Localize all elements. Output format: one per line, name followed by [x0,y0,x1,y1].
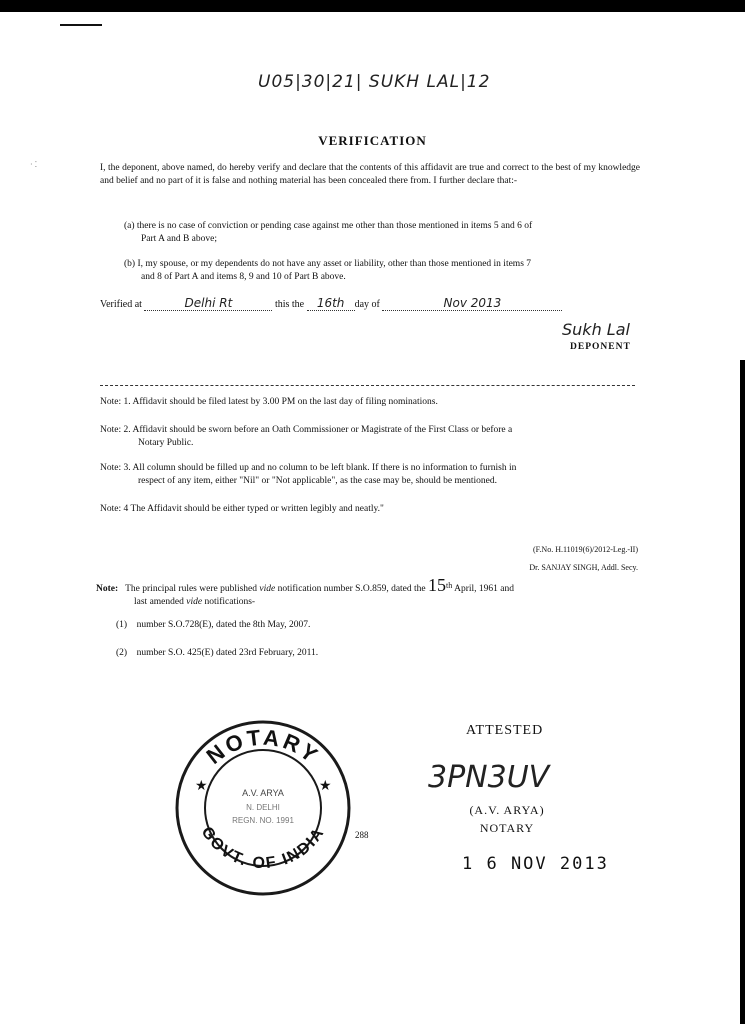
clause-b-marker: (b) [124,259,136,269]
page-title: VERIFICATION [318,133,427,148]
attested-label: ATTESTED [466,723,544,738]
pub-day-sup: th [446,581,453,590]
notary-name: (A.V. ARYA) [469,803,545,817]
note-2-text-cont: Notary Public. [138,437,194,448]
file-number: (F.No. H.11019(6)/2012-Leg.-II) [532,545,638,554]
file-reference [500,541,638,577]
seal-center-line-1: A.V. ARYA [242,788,284,798]
scan-specks: · ⁚ [30,160,38,169]
note-3-text-cont: respect of any item, either "Nil" or "Not applicable", as the case may be, should be mentioned. [138,475,497,486]
pub-vide-2: vide [186,597,203,607]
note-4-label: Note: 4 [100,504,129,514]
right-border-bar [740,360,745,1024]
verified-day: 16th [316,296,345,310]
clause-a-marker: (a) [124,221,135,231]
note-1-text: Affidavit should be filed latest by 3.00 PM on the last day of filing nominations. [132,397,438,407]
signatory: Dr. SANJAY SINGH, Addl. Secy. [529,563,638,572]
declaration-paragraph: I, the deponent, above named, do hereby verify and declare that the contents of this affidavit are true and correct to the best of my knowledge and belief and no part of it is false and nothing material has been concealed there from. I further declare that:- [100,163,640,186]
amendment-1-marker: (1) [116,620,128,630]
note-3-label: Note: 3. [100,463,131,473]
verified-middle: this the [274,299,305,310]
deponent-signature: Sukh Lal [562,320,630,339]
handwritten-reference: U05|30|21| SUKH LAL|12 [258,72,491,92]
pub-vide-1: vide [259,584,276,594]
amendment-1 [116,620,310,630]
notary-signature: 3PN3UV [428,760,550,795]
note-1 [100,396,640,409]
clause-a-line2: Part A and B above; [141,233,217,244]
amendment-1-text: number S.O.728(E), dated the 8th May, 2007. [136,620,311,630]
note-2-text: Affidavit should be sworn before an Oath Commissioner or Magistrate of the First Class or before a [132,425,513,435]
pub-text-mid: notification number S.O.859, dated the [277,584,426,594]
note-4-text: The Affidavit should be either typed or written legibly and neatly." [130,504,384,514]
notary-role: NOTARY [479,821,535,835]
amendment-2 [116,648,318,658]
verified-month-year: Nov 2013 [443,296,502,310]
publication-note-label: Note: [96,584,119,594]
pub-line2-before: last amended [134,597,184,607]
seal-bottom-text: GOVT. OF INDIA [197,823,329,873]
seal-star-left-icon: ★ [195,779,208,794]
verified-place: Delhi Rt [184,296,233,310]
deponent-label: DEPONENT [570,342,631,352]
pub-day: 15 [428,575,446,595]
verified-day-suffix: day of [354,299,380,310]
amendment-2-marker: (2) [116,648,128,658]
note-3-text: All column should be filled up and no column to be left blank. If there is no information to furnish in [132,463,517,473]
publication-note [96,575,636,609]
note-2-label: Note: 2. [100,425,131,435]
top-border-bar [0,0,745,12]
notary-seal [173,718,353,898]
pub-text-before: The principal rules were published [125,584,258,594]
note-1-label: Note: 1. [100,397,131,407]
corner-mark [60,24,102,26]
clause-b-line2: and 8 of Part A and items 8, 9 and 10 of Part B above. [141,271,346,282]
date-stamp: 1 6 NOV 2013 [462,854,609,874]
clause-b-line1: I, my spouse, or my dependents do not have any asset or liability, other than those mentioned in items 7 [137,259,532,269]
pub-line2-after: notifications- [204,597,256,607]
note-2 [100,424,640,449]
clause-a-line1: there is no case of conviction or pending case against me other than those mentioned in items 5 and 6 of [136,221,533,231]
separator-line [100,385,635,386]
amendment-2-text: number S.O. 425(E) dated 23rd February, 2011. [136,648,319,658]
pub-text-after: April, 1961 and [454,584,514,594]
seal-side-number: 288 [355,830,369,840]
verified-prefix: Verified at [100,299,142,310]
note-4 [100,503,640,516]
seal-center-line-3: REGN. NO. 1991 [232,816,294,825]
verification-line [100,296,640,311]
clause-b [124,258,639,283]
seal-center-line-2: N. DELHI [246,803,280,812]
seal-star-right-icon: ★ [319,779,332,794]
clause-a [124,220,639,245]
seal-top-text: NOTARY [201,724,325,770]
note-3 [100,462,640,487]
